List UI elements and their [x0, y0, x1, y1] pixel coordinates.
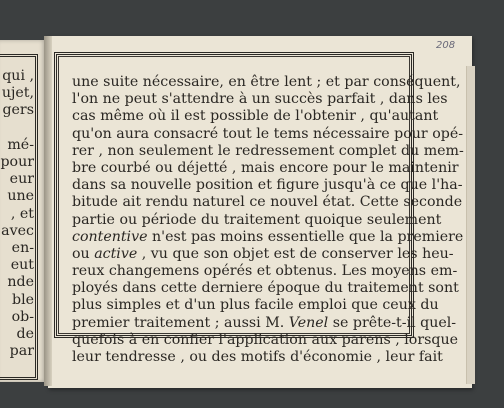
book-gutter [44, 36, 52, 386]
text-segment: cas même où il est possible de l'obtenir , qu'autant [72, 108, 439, 125]
page-number: 208 [436, 40, 456, 51]
left-line [0, 120, 34, 137]
left-line: qui , [2, 68, 34, 84]
italic-text: Venel [288, 314, 329, 331]
left-line: ob- [11, 308, 34, 325]
text-line [72, 108, 439, 125]
left-line: nde [7, 274, 34, 291]
left-line: ble [11, 291, 34, 308]
left-line: gers [2, 102, 34, 119]
text-segment: qu'on aura consacré tout le tems nécessaire pour opé- [72, 125, 464, 142]
left-line: ujet, [1, 85, 34, 102]
text-line [72, 91, 448, 108]
text-line [72, 142, 464, 160]
text-segment: ployés dans cette derniere époque du traitement sont [72, 280, 459, 297]
text-line [72, 74, 461, 91]
text-segment: reux changemens opérés et obtenus. Les moyens em- [72, 263, 458, 280]
left-line: , et [10, 205, 34, 222]
left-line: eur [9, 171, 34, 188]
text-line [72, 297, 439, 314]
left-line: avec [1, 222, 34, 239]
text-segment: bitude ait rendu naturel ce nouvel état. Cette seconde [72, 194, 463, 211]
left-line: pour [0, 154, 34, 171]
left-line: une [7, 188, 34, 205]
text-segment: n'est pas moins essentielle que la premiere [147, 228, 464, 245]
text-line [72, 314, 457, 332]
text-segment: premier traitement ; aussi M. [72, 314, 289, 331]
left-line: eut [10, 257, 34, 274]
page-edge [466, 66, 475, 384]
text-segment: , vu que son objet est de conserver les heu- [137, 245, 454, 262]
text-segment: dans sa nouvelle position et figure jusqu'à ce que l'ha- [72, 177, 463, 194]
text-line [72, 159, 459, 177]
italic-text: contentive [72, 228, 148, 245]
italic-text: active [94, 245, 138, 262]
left-line: en- [11, 240, 34, 257]
left-page [0, 40, 46, 382]
left-line: de [16, 326, 34, 343]
text-segment: se prête-t-il quel- [328, 314, 457, 331]
text-line [72, 263, 458, 280]
text-segment: plus simples et d'un plus facile emploi que ceux du [72, 297, 439, 314]
text-line [72, 211, 442, 229]
left-page-text [0, 68, 34, 360]
text-segment: quefois à en confier l'application aux parens , lorsque [72, 331, 459, 348]
body-text [72, 74, 464, 366]
left-line: mé- [7, 136, 34, 153]
text-line [72, 228, 464, 246]
text-line [72, 245, 454, 263]
text-segment: partie ou période du traitement quoique seulement [72, 211, 442, 228]
text-segment: rer , non seulement le redressement complet du mem- [72, 142, 464, 159]
text-segment: leur tendresse , ou des motifs d'économie , leur fait [72, 349, 443, 365]
text-segment: ou [72, 245, 95, 262]
text-line [72, 349, 443, 366]
text-line [72, 280, 459, 297]
text-segment: l'on ne peut s'attendre à un succès parfait , dans les [72, 91, 448, 108]
text-line [72, 125, 464, 143]
text-segment: une suite nécessaire, en être lent ; et par conséquent, [72, 74, 461, 90]
text-segment: bre courbé ou déjetté , mais encore pour le maintenir [72, 159, 459, 176]
left-line: par [9, 343, 34, 360]
text-line [72, 331, 459, 349]
text-line [72, 177, 463, 194]
text-line [72, 194, 463, 211]
